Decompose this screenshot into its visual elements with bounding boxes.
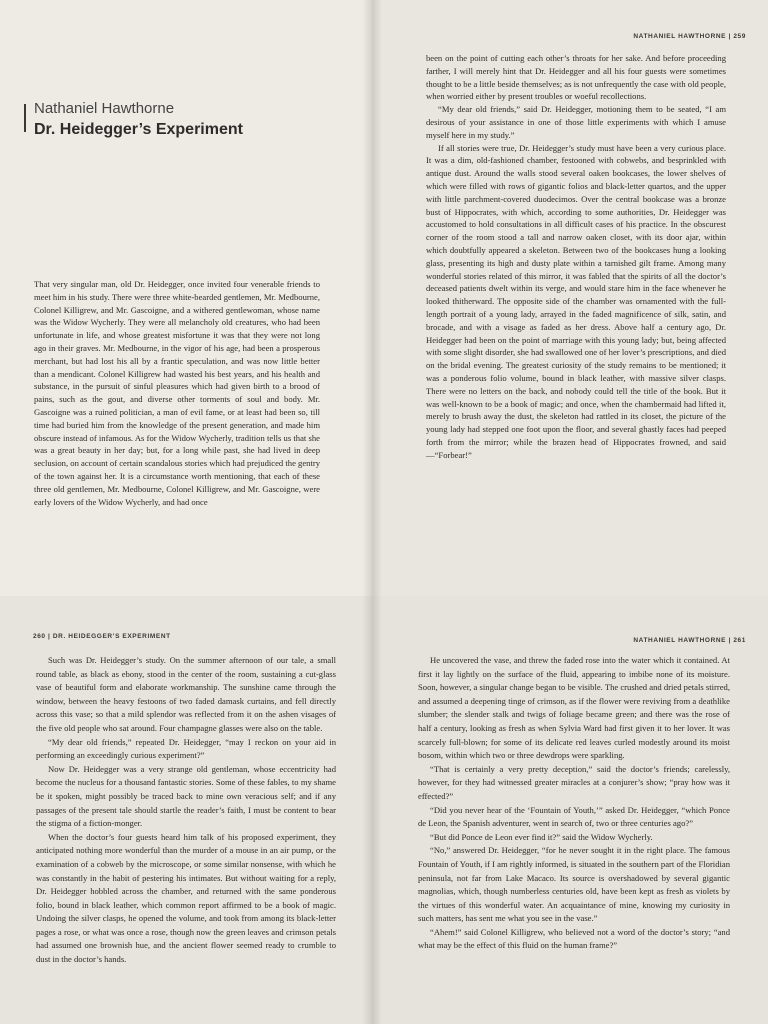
paragraph: been on the point of cutting each other’s throats for her sake. And before proceeding farther, I will merely hint that Dr. Heidegger and all his four guests were sometimes thought to be a little beside themselves; as is not unfrequently the case with old people, when worried either by present troubles or woeful recollections. bbox=[426, 53, 726, 102]
body-text bbox=[426, 52, 726, 462]
running-head: NATHANIEL HAWTHORNE | 259 bbox=[633, 33, 746, 40]
page-260 bbox=[0, 596, 372, 1024]
paragraph: “Ahem!” said Colonel Killigrew, who believed not a word of the doctor’s story; “and what may be the effect of this fluid on the human frame?” bbox=[418, 926, 730, 951]
running-head: 260 | DR. HEIDEGGER’S EXPERIMENT bbox=[33, 633, 171, 640]
paragraph: He uncovered the vase, and threw the faded rose into the water which it contained. At first it lay lightly on the surface of the fluid, appearing to imbibe none of its moisture. Soon, however, a singular change began to be visible. The crushed and dried petals stirred, and assumed a deepening tinge of crimson, as if the flower were reviving from a deathlike slumber; the slender stalk and twigs of foliage became green; and there was the rose of half a century, looking as fresh as when Sylvia Ward had first given it to her lover. It was scarcely full-blown; for some of its delicate red leaves curled modestly around its moist bosom, within which two or three dewdrops were sparkling. bbox=[418, 655, 730, 761]
page-opening bbox=[0, 0, 372, 596]
gutter-shadow bbox=[362, 0, 372, 596]
title-block bbox=[30, 100, 350, 139]
paragraph: Now Dr. Heidegger was a very strange old gentleman, whose eccentricity had become the nucleus for a thousand fantastic stories. Some of these fables, to my shame be it spoken, might possibly be traced back to mine own veracious self; and if any passages of the present tale should startle the reader’s faith, I must be content to bear the stigma of a fiction-monger. bbox=[36, 763, 336, 829]
paragraph: “That is certainly a very pretty deception,” said the doctor’s friends; carelessly, however, for they had witnessed greater miracles at a conjurer’s show; “pray how was it effected?” bbox=[418, 763, 730, 801]
author-name: Nathaniel Hawthorne bbox=[34, 100, 175, 117]
paragraph: “My dear old friends,” repeated Dr. Heidegger, “may I reckon on your aid in performing an exceedingly curious experiment?” bbox=[36, 736, 336, 761]
page-261 bbox=[372, 596, 768, 1024]
paragraph: When the doctor’s four guests heard him talk of his proposed experiment, they anticipated nothing more wonderful than the murder of a mouse in an air pump, or the examination of a cobweb by the microscope, or some similar nonsense, with which he was constantly in the habit of pestering his intimates. But without waiting for a reply, Dr. Heidegger hobbled across the chamber, and returned with the same ponderous folio, bound in black leather, which common report affirmed to be a book of magic. Undoing the silver clasps, he opened the volume, and took from among its black-letter pages a rose, or what was once a rose, though now the green leaves and crimson petals had assumed one brownish hue, and the ancient flower seemed ready to crumble to dust in the doctor’s hands. bbox=[36, 831, 336, 965]
paragraph: That very singular man, old Dr. Heidegger, once invited four venerable friends to meet him in his study. There were three white-bearded gentlemen, Mr. Medbourne, Colonel Killigrew, and Mr. Gascoigne, and a withered gentlewoman, whose name was the Widow Wycherly. They were all melancholy old creatures, who had been unfortunate in life, and whose greatest misfortune it was that they were not long ago in their graves. Mr. Medbourne, in the vigor of his age, had been a prosperous merchant, but had lost his all by a frantic speculation, and was now little better than a mendicant. Colonel Killigrew had wasted his best years, and his health and substance, in the pursuit of sinful pleasures which had given birth to a brood of pains, such as the gout, and diverse other torments of soul and body. Mr. Gascoigne was a ruined politician, a man of evil fame, or at least had been so, till time had buried him from the knowledge of the present generation, and made him obscure instead of infamous. As for the Widow Wycherly, tradition tells us that she was a great beauty in her day; but, for a long while past, she had lived in deep seclusion, on account of certain scandalous stories which had prejudiced the gentry of the town against her. It is a circumstance worth mentioning, that each of these three old gentlemen, Mr. Medbourne, Colonel Killigrew, and Mr. Gascoigne, were early lovers of the Widow Wycherly, and had once bbox=[34, 279, 320, 507]
body-text bbox=[418, 654, 730, 953]
paragraph: “My dear old friends,” said Dr. Heidegger, motioning them to be seated, “I am desirous of your assistance in one of those little experiments with which I amuse myself here in my study.” bbox=[426, 104, 726, 140]
paragraph: “No,” answered Dr. Heidegger, “for he never sought it in the right place. The famous Fountain of Youth, if I am rightly informed, is situated in the southern part of the Floridian peninsula, not far from Lake Macaco. Its source is overshadowed by several gigantic magnolias, which, though numberless centuries old, have been kept as fresh as violets by the virtues of this wonderful water. An acquaintance of mine, knowing my curiosity in such matters, has sent me what you see in the vase.” bbox=[418, 845, 730, 924]
body-text bbox=[36, 654, 336, 967]
paragraph: If all stories were true, Dr. Heidegger’s study must have been a very curious place. It was a dim, old-fashioned chamber, festooned with cobwebs, and besprinkled with antique dust. Around the walls stood several oaken bookcases, the lower shelves of which were filled with rows of gigantic folios and black-letter quartos, and the upper with little parchment-covered duodecimos. Over the central bookcase was a bronze bust of Hippocrates, with which, according to some authorities, Dr. Heidegger was accustomed to hold consultations in all difficult cases of his practice. In the obscurest corner of the room stood a tall and narrow oaken closet, with its door ajar, within which doubtfully appeared a skeleton. Between two of the bookcases hung a looking glass, presenting its high and dusty plate within a tarnished gilt frame. Among many wonderful stories related of this mirror, it was fabled that the spirits of all the doctor’s deceased patients dwelt within its verge, and would stare him in the face whenever he looked thitherward. The opposite side of the chamber was ornamented with the full-length portrait of a young lady, arrayed in the faded magnificence of silk, satin, and brocade, and with a visage as faded as her dress. Above half a century ago, Dr. Heidegger had been on the point of marriage with this young lady; but, being affected with some slight disorder, she had swallowed one of her lover’s prescriptions, and died on the bridal evening. The greatest curiosity of the study remains to be mentioned; it was a ponderous folio volume, bound in black leather, with massive silver clasps. There were no letters on the back, and nobody could tell the title of the book. But it was well-known to be a book of magic; and once, when the chambermaid had lifted it, merely to brush away the dust, the skeleton had rattled in its closet, the picture of the young lady had stepped one foot upon the floor, and several ghastly faces had peeped forth from the mirror; while the brazen head of Hippocrates frowned, and said—“Forbear!” bbox=[426, 142, 726, 460]
running-head: NATHANIEL HAWTHORNE | 261 bbox=[633, 637, 746, 644]
paragraph: “Did you never hear of the ‘Fountain of Youth,’” asked Dr. Heidegger, “which Ponce de Leon, the Spanish adventurer, went in search of, two or three centuries ago?” bbox=[418, 804, 730, 829]
paragraph: “But did Ponce de Leon ever find it?” said the Widow Wycherly. bbox=[430, 831, 653, 842]
gutter-shadow bbox=[372, 596, 382, 1024]
story-title: Dr. Heidegger’s Experiment bbox=[34, 121, 243, 138]
gutter-shadow bbox=[372, 0, 382, 596]
body-text bbox=[34, 278, 320, 508]
page-259 bbox=[372, 0, 768, 596]
title-rule bbox=[24, 104, 26, 132]
paragraph: Such was Dr. Heidegger’s study. On the summer afternoon of our tale, a small round table, as black as ebony, stood in the center of the room, sustaining a cut-glass vase of beautiful form and elaborate workmanship. The sunshine came through the window, between the heavy festoons of two faded damask curtains, and fell directly across this vase; so that a mild splendor was reflected from it on the ashen visages of the five old people who sat around. Four champagne glasses were also on the table. bbox=[36, 655, 336, 733]
gutter-shadow bbox=[362, 596, 372, 1024]
